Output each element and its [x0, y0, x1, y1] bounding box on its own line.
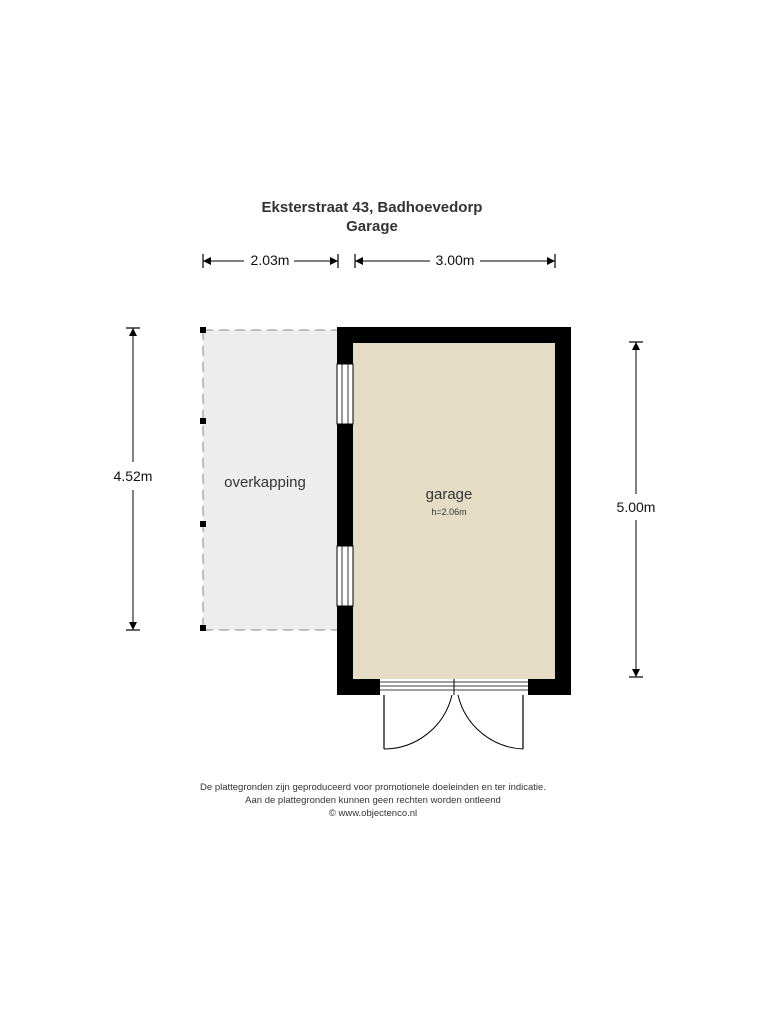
room-label-garage: garage — [425, 486, 473, 503]
post-marker — [200, 625, 206, 631]
room-overkapping — [200, 327, 337, 631]
post-marker — [200, 521, 206, 527]
disclaimer-line-1: De plattegronden zijn geproduceerd voor promotionele doeleinden en ter indicatie. — [200, 782, 546, 793]
garage-double-door — [380, 679, 528, 749]
dimension-label: 5.00m — [616, 499, 656, 515]
disclaimer-line-2: Aan de plattegronden kunnen geen rechten worden ontleend — [245, 795, 501, 806]
door-swing-right — [458, 695, 523, 749]
room-height-label: h=2.06m — [431, 507, 467, 517]
plan-floor-title: Garage — [346, 218, 398, 235]
post-marker — [200, 418, 206, 424]
window-upper — [337, 364, 353, 424]
dimension-overkapping-depth — [114, 328, 153, 630]
dimension-label: 3.00m — [435, 252, 475, 268]
window-lower — [337, 546, 353, 606]
dimension-label: 2.03m — [250, 252, 290, 268]
room-label-overkapping: overkapping — [224, 474, 306, 491]
dimension-overkapping-width — [203, 252, 338, 268]
room-garage — [337, 327, 571, 695]
plan-address-title: Eksterstraat 43, Badhoevedorp — [261, 199, 483, 216]
dimension-label: 4.52m — [113, 468, 153, 484]
dimension-garage-width — [355, 252, 555, 268]
door-swing-left — [384, 695, 452, 749]
post-marker — [200, 327, 206, 333]
copyright-line: © www.objectenco.nl — [328, 808, 418, 819]
dimension-garage-depth — [617, 342, 656, 677]
